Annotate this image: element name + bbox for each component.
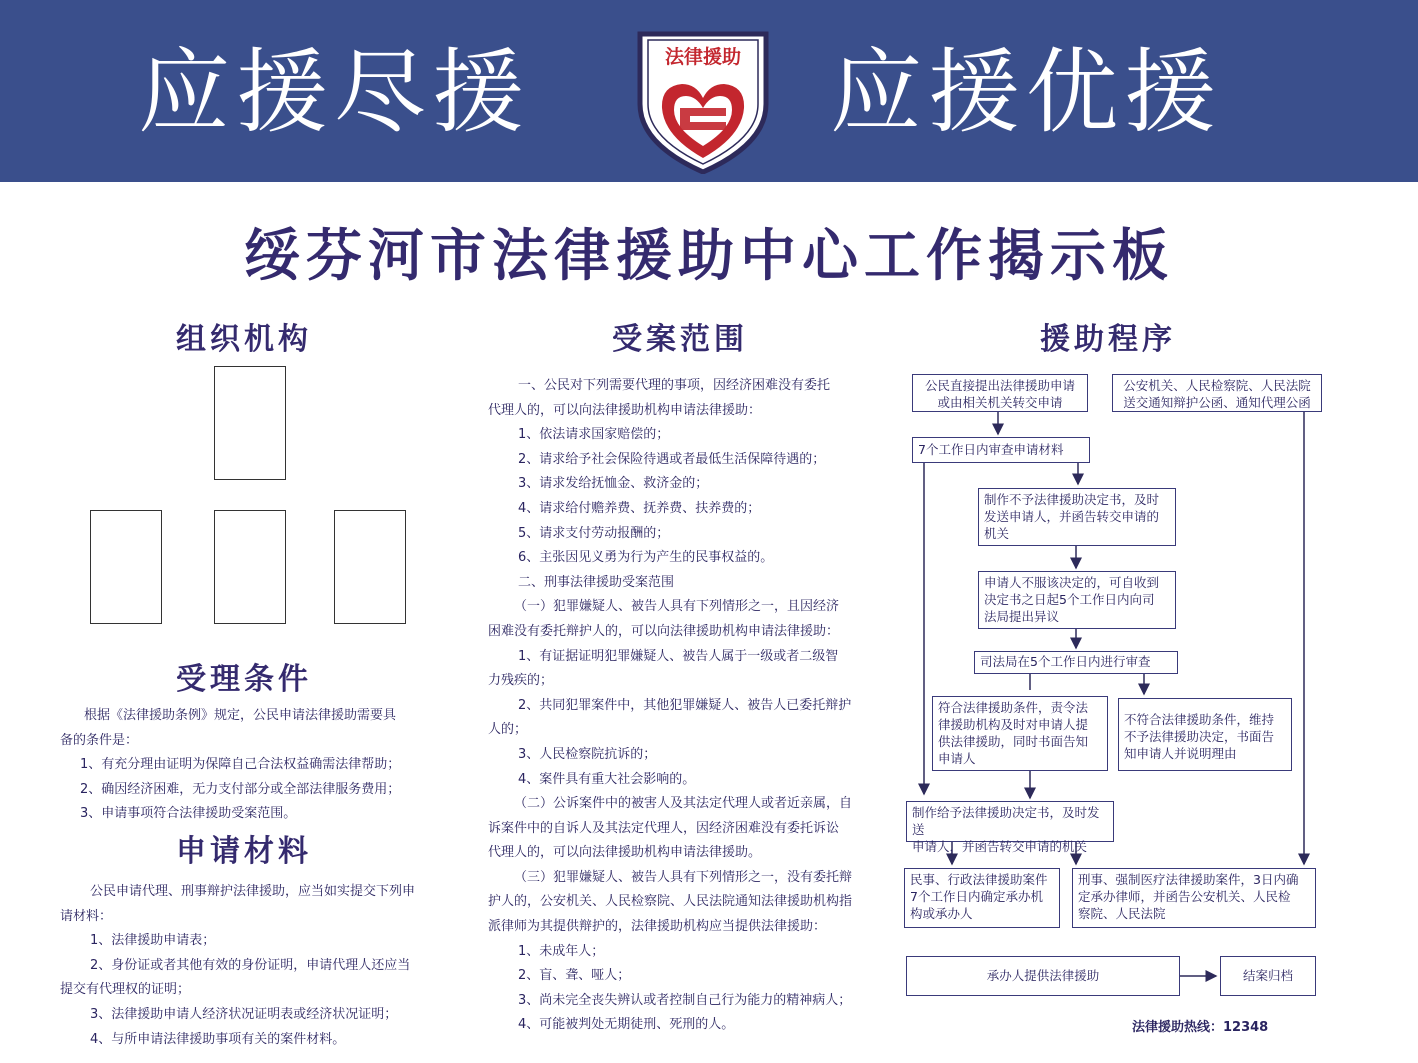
scope-line: 一、公民对下列需要代理的事项，因经济困难没有委托	[518, 378, 831, 393]
flow-reject-line: 制作不予法律援助决定书，及时	[984, 492, 1160, 507]
flow-review-5days-line: 司法局在5个工作日内进行审查	[980, 654, 1151, 669]
heading-organization: 组织机构	[176, 322, 312, 357]
scope-line: 3、人民检察院抗诉的；	[518, 746, 657, 762]
flow-criminal-cases	[1072, 868, 1316, 928]
scope-line: 4、请求给付赡养费、抚养费、扶养费的；	[518, 500, 761, 516]
slogan-right: 应援优援	[830, 39, 1223, 146]
org-photo-left	[90, 510, 162, 624]
flow-grant-decision	[906, 801, 1114, 854]
scope-line: 1、有证据证明犯罪嫌疑人、被告人属于一级或者二级智	[518, 648, 839, 664]
org-photo-top	[214, 366, 286, 480]
scope-line: 4、可能被判处无期徒刑、死刑的人。	[518, 1017, 735, 1033]
scope-line: 2、请求给予社会保险待遇或者最低生活保障待遇的；	[518, 451, 826, 467]
conditions-line: 根据《法律援助条例》规定，公民申请法律援助需要具	[84, 708, 397, 723]
materials-line: 4、与所申请法律援助事项有关的案件材料。	[90, 1031, 346, 1047]
scope-line: 力残疾的；	[488, 673, 554, 689]
flow-reject-line: 发送申请人，并函告转交申请的	[984, 509, 1160, 524]
heading-conditions: 受理条件	[176, 662, 312, 697]
materials-line: 2、身份证或者其他有效的身份证明，申请代理人还应当	[90, 957, 411, 973]
scope-line: 诉案件中的自诉人及其法定代理人，因经济困难没有委托诉讼	[488, 820, 840, 836]
flow-close-line: 结案归档	[1242, 968, 1293, 983]
flow-reject-decision	[978, 488, 1176, 546]
conditions-line: 3、申请事项符合法律援助受案范围。	[80, 806, 297, 822]
flow-apply-line: 或由相关机关转交申请	[937, 395, 1063, 410]
materials-text	[60, 880, 415, 1052]
conditions-line: 2、确因经济困难，无力支付部分或全部法律服务费用；	[80, 781, 401, 797]
flow-civil-line: 民事、行政法律援助案件	[910, 872, 1048, 887]
materials-line: 公民申请代理、刑事辩护法律援助，应当如实提交下列申	[90, 884, 416, 899]
flow-reject-line: 机关	[984, 526, 1010, 541]
scope-line: 2、共同犯罪案件中，其他犯罪嫌疑人、被告人已委托辩护	[518, 697, 852, 713]
flow-criminal-line: 定承办律师，并函告公安机关、人民检	[1078, 889, 1291, 904]
heading-scope: 受案范围	[612, 322, 748, 357]
flow-grant-line: 制作给予法律援助决定书，及时发送	[912, 805, 1100, 837]
flow-qualified-line: 律援助机构及时对申请人提	[938, 717, 1089, 732]
conditions-text	[60, 704, 400, 827]
flow-close-case	[1220, 956, 1316, 996]
scope-line: 派律师为其提供辩护的，法律援助机构应当提供法律援助：	[488, 919, 827, 935]
hotline: 法律援助热线：12348	[1132, 1020, 1269, 1035]
flow-qualified-line: 符合法律援助条件，责令法	[938, 700, 1089, 715]
slogan-left: 应援尽援	[138, 39, 531, 146]
legal-aid-emblem	[634, 26, 772, 174]
flow-provide-aid	[906, 956, 1180, 996]
scope-line: 1、依法请求国家赔偿的；	[518, 427, 670, 443]
scope-line: 二、刑事法律援助受案范围	[518, 574, 675, 590]
scope-line: 3、请求发给抚恤金、救济金的；	[518, 476, 709, 492]
materials-line: 请材料：	[60, 908, 113, 924]
flow-review-5days	[974, 651, 1178, 674]
flow-objection-line: 申请人不服该决定的，可自收到	[984, 575, 1160, 590]
scope-line: 1、未成年人；	[518, 943, 605, 959]
flow-qualified-line: 申请人	[938, 751, 976, 766]
scope-line: 代理人的，可以向法律援助机构申请法律援助。	[488, 845, 762, 861]
flow-civil-cases	[904, 868, 1060, 928]
emblem-label: 法律援助	[664, 46, 741, 68]
flow-not-qualified	[1118, 698, 1292, 771]
scope-line: 人的；	[488, 722, 528, 738]
org-photo-middle	[214, 510, 286, 624]
scope-line: 3、尚未完全丧失辨认或者控制自己行为能力的精神病人；	[518, 992, 852, 1008]
conditions-line: 1、有充分理由证明为保障自己合法权益确需法律帮助；	[80, 757, 401, 773]
flow-notify	[1112, 374, 1322, 412]
flow-apply-line: 公民直接提出法律援助申请	[924, 378, 1075, 393]
flow-not-qualified-line: 不予法律援助决定，书面告	[1124, 729, 1275, 744]
flow-review-7days-line: 7个工作日内审查申请材料	[918, 442, 1064, 457]
flow-criminal-line: 刑事、强制医疗法律援助案件，3日内确	[1078, 872, 1299, 887]
org-photo-right	[334, 510, 406, 624]
scope-line: 护人的，公安机关、人民检察院、人民法院通知法律援助机构指	[488, 894, 853, 910]
flow-notify-line: 公安机关、人民检察院、人民法院	[1123, 378, 1311, 393]
heading-materials: 申请材料	[176, 834, 312, 869]
materials-line: 提交有代理权的证明；	[60, 982, 191, 998]
conditions-line: 备的条件是：	[60, 732, 139, 748]
flow-qualified-line: 供法律援助，同时书面告知	[938, 734, 1089, 749]
scope-line: 5、请求支付劳动报酬的；	[518, 525, 670, 541]
flow-notify-line: 送交通知辩护公函、通知代理公函	[1123, 395, 1311, 410]
heading-procedure: 援助程序	[1040, 322, 1176, 357]
scope-line: （一）犯罪嫌疑人、被告人具有下列情形之一，且因经济	[514, 599, 840, 615]
flow-not-qualified-line: 不符合法律援助条件，维持	[1124, 712, 1275, 727]
scope-line: （三）犯罪嫌疑人、被告人具有下列情形之一，没有委托辩	[514, 869, 853, 885]
scope-line: 2、盲、聋、哑人；	[518, 968, 631, 984]
scope-text	[488, 374, 852, 1038]
flow-objection-line: 决定书之日起5个工作日内向司	[984, 592, 1155, 607]
scope-line: 困难没有委托辩护人的，可以向法律援助机构申请法律援助：	[488, 623, 840, 639]
flow-civil-line: 7个工作日内确定承办机	[910, 889, 1043, 904]
flow-qualified	[932, 696, 1108, 771]
scope-line: 4、案件具有重大社会影响的。	[518, 771, 696, 787]
materials-line: 3、法律援助申请人经济状况证明表或经济状况证明；	[90, 1006, 398, 1022]
flow-apply	[912, 374, 1088, 412]
scope-line: 代理人的，可以向法律援助机构申请法律援助：	[488, 402, 762, 418]
page-title: 绥芬河市法律援助中心工作揭示板	[244, 224, 1174, 289]
flow-review-7days	[912, 437, 1090, 463]
scope-line: 6、主张因见义勇为行为产生的民事权益的。	[518, 550, 774, 566]
flow-grant-line: 申请人，并函告转交申请的机关	[912, 839, 1088, 854]
flow-not-qualified-line: 知申请人并说明理由	[1124, 746, 1237, 761]
flow-objection	[978, 571, 1176, 629]
flow-objection-line: 法局提出异议	[984, 609, 1060, 624]
scope-line: （二）公诉案件中的被害人及其法定代理人或者近亲属，自	[514, 796, 853, 812]
flow-provide-line: 承办人提供法律援助	[986, 968, 1100, 983]
flow-civil-line: 构或承办人	[910, 906, 973, 921]
flow-criminal-line: 察院、人民法院	[1078, 906, 1166, 921]
materials-line: 1、法律援助申请表；	[90, 933, 216, 949]
